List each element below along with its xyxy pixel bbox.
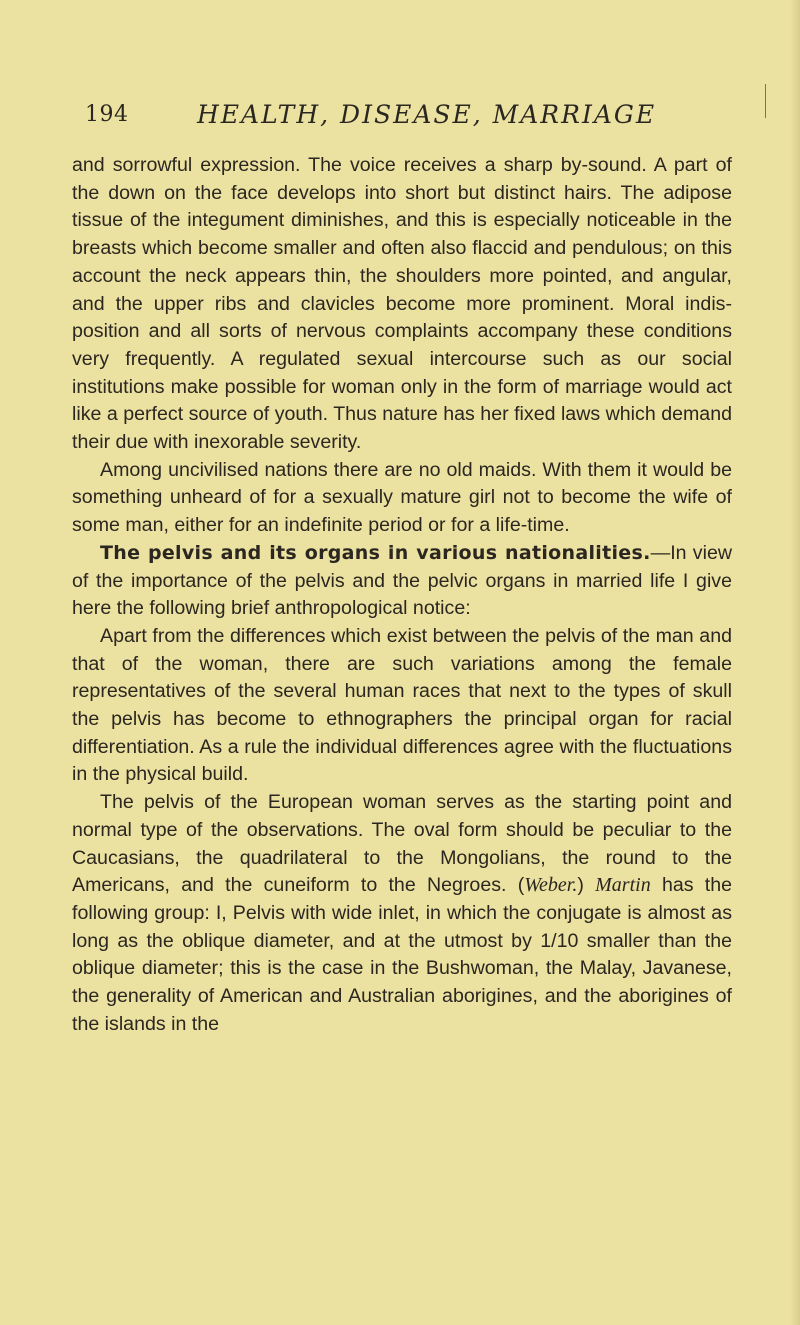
- paragraph-3-body: —In view of the importance of the pelvis and the pelvic organs in married life I give here the following brief anthropological notice:: [72, 541, 732, 620]
- page-number: 194: [85, 102, 129, 127]
- page-edge-shadow: [790, 0, 800, 1325]
- paragraph-4: Apart from the differences which exist between the pelvis of the man and that of the woman, there are such variations among the female representatives of the several human races that next to the types of skull the pelvis has become to ethnographers the principal organ for racial differentiation. As a rule the individual differences agree with the fluctuations in the physical build.: [72, 624, 732, 786]
- paragraph-5-end: has the following group: I, Pelvis with wide inlet, in which the conjugate is almost as long as the oblique diameter, and at the utmost by 1/10 smaller than the oblique diameter; this is the case in the Bushwoman, the Malay, Javanese, the generality of American and Australian aborigines, and the aborigines of the islands in the: [72, 874, 733, 1035]
- paragraph-1: and sorrowful expression. The voice receives a sharp by-sound. A part of the down on the face develops into short but distinct hairs. The adipose tissue of the integument diminishes, and this is especially noticeable in the breasts which become smaller and often also flaccid and pendulous; on this account the neck appears thin, the shoulders more pointed, and angular, and the upper ribs and clavicles become more prominent. Moral indisposition and all sorts of nervous complaints accompany these conditions very frequently. A regulated sexual intercourse such as our social institutions make possible for woman only in the form of marriage would act like a perfect source of youth. Thus nature has her fixed laws which demand their due with inexorable severity.: [72, 154, 732, 454]
- citation-martin: Martin: [595, 874, 651, 897]
- running-head: HEALTH, DISEASE, MARRIAGE: [197, 100, 657, 129]
- binding-mark: [765, 84, 766, 118]
- paragraph-5-mid: ): [577, 874, 596, 897]
- paragraph-5-start: The pelvis of the European woman serves as the starting point and normal type of the observations. The oval form should be peculiar to the Caucasians, the quadrilateral to the Mongolians, the round to the Americans, and the cuneiform to the Negroes. (: [72, 791, 732, 897]
- paragraph-3: [72, 540, 732, 623]
- paragraph-2: Among uncivilised nations there are no old maids. With them it would be something unheard of for a sexually mature girl not to become the wife of some man, either for an indefinite period or for a life-time.: [72, 458, 732, 537]
- section-heading: The pelvis and its organs in various nationalities.: [100, 541, 651, 564]
- citation-weber: Weber.: [524, 874, 578, 897]
- body-text: [72, 152, 732, 1039]
- paragraph-5: [72, 789, 732, 1038]
- page-header: [85, 100, 725, 140]
